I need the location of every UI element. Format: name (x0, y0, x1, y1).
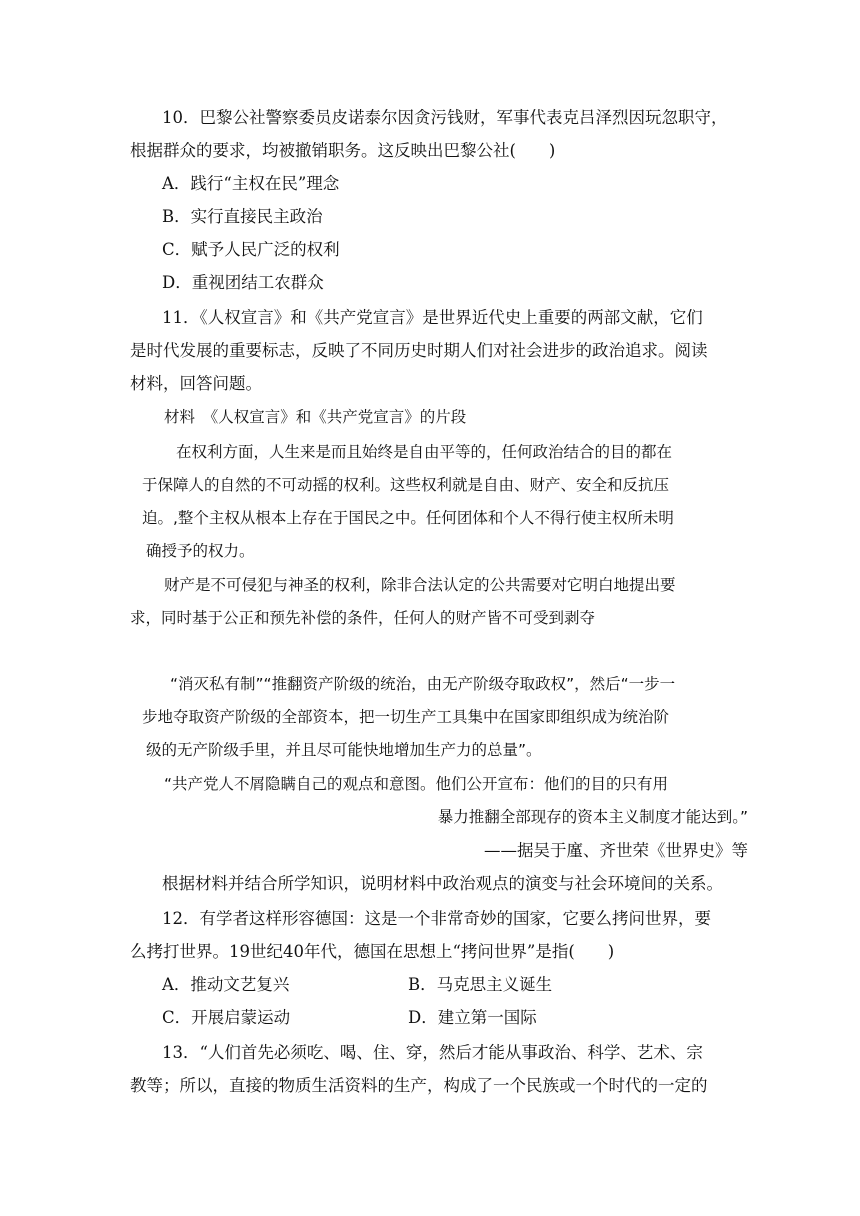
passage-2-line-2: 求，同时基于公正和预先补偿的条件，任何人的财产皆不可受到剥夺 (130, 609, 596, 627)
passage-1-line-2: 于保障人的自然的不可动摇的权利。这些权利就是自由、财产、安全和反抗压 (142, 476, 670, 494)
q11-line-1: 11．《人权宣言》和《共产党宣言》是世界近代史上重要的两部文献，它们 (162, 308, 703, 327)
q12-option-a: A．推动文艺复兴 (162, 975, 290, 994)
q12-option-c: C．开展启蒙运动 (162, 1008, 291, 1027)
material-title: 材料 《人权宣言》和《共产党宣言》的片段 (164, 408, 467, 426)
passage-2-line-1: 财产是不可侵犯与神圣的权利，除非合法认定的公共需要对它明白地提出要 (164, 576, 676, 594)
q10-line-1: 10．巴黎公社警察委员皮诺泰尔因贪污钱财，军事代表克吕泽烈因玩忽职守， (162, 108, 728, 127)
passage-3-line-1: “消灭私有制”“推翻资产阶级的统治，由无产阶级夺取政权”，然后“一步一 (170, 675, 676, 693)
passage-3-line-2: 步地夺取资产阶级的全部资本，把一切生产工具集中在国家即组织成为统治阶 (142, 708, 670, 726)
passage-4-line-1: “共产党人不屑隐瞒自己的观点和意图。他们公开宣布：他们的目的只有用 (164, 775, 669, 793)
q12-option-b: B．马克思主义诞生 (408, 975, 553, 994)
passage-1-line-3: 迫。,整个主权从根本上存在于国民之中。任何团体和个人不得行使主权所未明 (142, 509, 674, 527)
q11-line-2: 是时代发展的重要标志，反映了不同历史时期人们对社会进步的政治追求。阅读 (130, 341, 708, 360)
q10-option-a: A．践行“主权在民”理念 (162, 174, 340, 193)
passage-1-line-1: 在权利方面，人生来是而且始终是自由平等的，任何政治结合的目的都在 (176, 443, 673, 461)
q11-task: 根据材料并结合所学知识，说明材料中政治观点的演变与社会环境间的关系。 (162, 874, 723, 893)
q10-option-c: C．赋予人民广泛的权利 (162, 240, 340, 259)
source-citation: ——据吴于廑、齐世荣《世界史》等 (484, 841, 748, 860)
passage-3-line-3: 级的无产阶级手里，并且尽可能快地增加生产力的总量”。 (146, 741, 542, 759)
q12-line-2: 么拷打世界。19世纪40年代，德国在思想上“拷问世界”是指( ) (130, 942, 615, 961)
passage-1-line-4: 确授予的权力。 (146, 542, 255, 560)
q13-line-2: 教等；所以，直接的物质生活资料的生产，构成了一个民族或一个时代的一定的 (130, 1076, 708, 1095)
q12-option-d: D．建立第一国际 (408, 1008, 537, 1027)
q13-line-1: 13．“人们首先必须吃、喝、住、穿，然后才能从事政治、科学、艺术、宗 (162, 1043, 703, 1062)
q10-line-2: 根据群众的要求，均被撤销职务。这反映出巴黎公社( ) (130, 141, 556, 160)
passage-4-line-2: 暴力推翻全部现存的资本主义制度才能达到。” (437, 808, 748, 826)
q10-option-b: B．实行直接民主政治 (162, 207, 323, 226)
q10-option-d: D．重视团结工农群众 (162, 273, 324, 292)
q11-line-3: 材料，回答问题。 (130, 374, 262, 393)
q12-line-1: 12．有学者这样形容德国：这是一个非常奇妙的国家，它要么拷问世界，要 (162, 909, 711, 928)
